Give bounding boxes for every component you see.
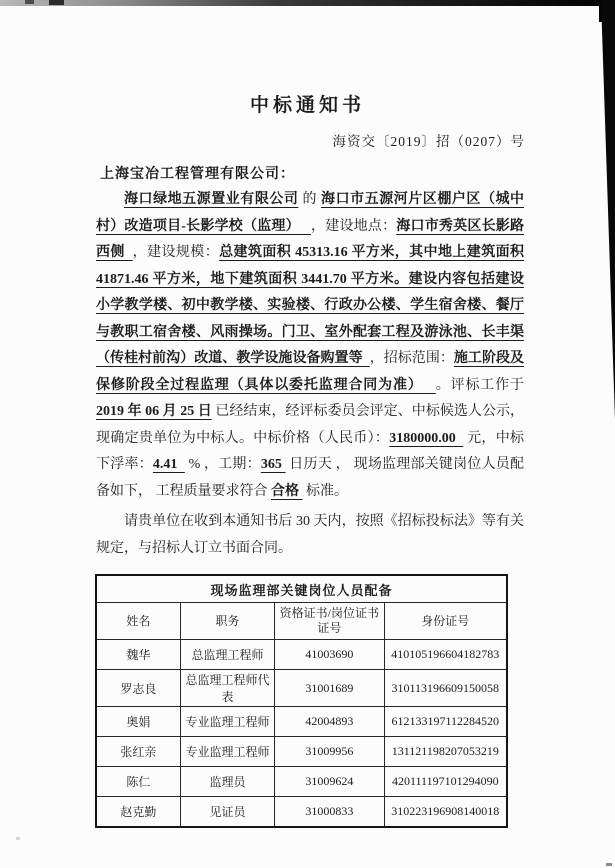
- scan-artifact-dash: [49, 0, 64, 5]
- filled-blank-text: 4.41: [152, 457, 185, 472]
- body-paragraph-2: 请贵单位在收到本通知书后 30 天内，按照《招标投标法》等有关规定，与招标人订立书面合同。: [96, 514, 524, 556]
- name-cell: 奥娟: [96, 707, 180, 737]
- name-cell: 赵克勤: [96, 797, 180, 828]
- body-text: 标准。: [302, 483, 348, 499]
- id-no-cell: 410105196604182783: [384, 640, 507, 670]
- body-text: 的: [298, 192, 322, 207]
- title-cell: 总监理工程师代表: [180, 670, 274, 707]
- column-header-cert-no: 资格证书/岗位证书证号: [275, 603, 384, 640]
- filled-blank-text: 施工阶段及保修阶段全过程监理（具体以委托监理合同为准）: [96, 351, 525, 393]
- scan-artifact-dash: [25, 0, 34, 4]
- cert-no-cell: 31009956: [275, 737, 384, 767]
- filled-blank-text: 合格: [271, 483, 303, 499]
- body-text: ，招标范围：: [369, 351, 454, 366]
- title-cell: 专业监理工程师: [180, 737, 274, 767]
- name-cell: 张红亲: [96, 737, 180, 767]
- title-cell: 监理员: [180, 767, 274, 797]
- table-title: 现场监理部关键岗位人员配备: [96, 575, 507, 603]
- scan-artifact-speck: [16, 837, 20, 840]
- filled-blank-text: 2019 年 06 月 25 日: [96, 404, 212, 419]
- cert-no-cell: 41003690: [275, 640, 384, 670]
- table-row: [96, 670, 507, 707]
- cert-no-cell: 31009624: [275, 767, 384, 797]
- name-cell: 罗志良: [96, 670, 180, 707]
- name-cell: 魏华: [96, 640, 180, 670]
- id-no-cell: 310113196609150058: [384, 670, 507, 707]
- personnel-table-body: [96, 640, 507, 828]
- filled-blank-text: 海口市秀英区长影路西侧: [96, 218, 525, 260]
- body-text: 。评标工作于: [435, 377, 524, 393]
- body-text: 已经结束，经评标委员会评定、中标候选人公示，现确定贵单位为中标人。中标价格（人民币）：: [96, 404, 525, 446]
- scan-artifact-speck: [606, 863, 612, 866]
- table-title-row: [96, 575, 507, 603]
- filled-blank-text: 365: [260, 457, 286, 472]
- document-body: [96, 187, 524, 562]
- recipient-line: 上海宝冶工程管理有限公司：: [100, 167, 295, 182]
- title-cell: 专业监理工程师: [180, 707, 274, 737]
- name-cell: 陈仁: [96, 767, 180, 797]
- cert-no-cell: 31001689: [275, 670, 384, 707]
- table-row: [96, 737, 507, 767]
- column-header-title: 职务: [180, 603, 274, 640]
- body-paragraph-1: [96, 187, 524, 505]
- body-text: ，建设规模：: [132, 245, 220, 260]
- scan-artifact-right-edge: [601, 0, 615, 420]
- body-text: 元，中标下浮率：: [96, 430, 525, 472]
- filled-blank-text: 总建筑面积 45313.16 平方米，其中地上建筑面积 41871.46 平方米，地下建筑面积 3441.70 平方米。建设内容包括建设小学教学楼、初中教学楼、实验楼、行政办公楼、学生宿舍楼、餐厅与教职工宿舍楼、风雨操场。门卫、室外配套工程及游泳池、长丰渠（传桂村前沟）改道、教学设施设备购置等: [96, 245, 525, 366]
- id-no-cell: 310223196908140018: [384, 797, 507, 828]
- table-header-row: [96, 603, 507, 640]
- id-no-cell: 612133197112284520: [384, 707, 507, 737]
- column-header-name: 姓名: [96, 603, 180, 640]
- cert-no-cell: 31000833: [275, 797, 384, 828]
- personnel-table: [95, 574, 508, 828]
- title-cell: 见证员: [180, 797, 274, 828]
- title-cell: 总监理工程师: [180, 640, 274, 670]
- cert-no-cell: 42004893: [275, 707, 384, 737]
- scan-artifact-top-edge: [0, 0, 615, 6]
- table-row: [96, 767, 507, 797]
- filled-blank-text: 3180000.00: [389, 430, 464, 446]
- id-no-cell: 131121198207053219: [384, 737, 507, 767]
- body-text: % ，工期：: [184, 457, 261, 472]
- filled-blank-text: 海口市五源河片区棚户区（城中村）改造项目-长影学校（监理）: [96, 192, 525, 234]
- body-text: 日历天 ， 现场监理部关键岗位人员配备如下， 工程质量要求符合: [96, 457, 525, 499]
- table-row: [96, 707, 507, 737]
- body-text: ，建设地点：: [311, 218, 397, 234]
- table-row: [96, 797, 507, 828]
- document-reference-number: 海资交〔2019〕招（0207）号: [332, 134, 525, 149]
- table-row: [96, 640, 507, 670]
- column-header-id-no: 身份证号: [384, 603, 507, 640]
- filled-blank-text: 海口绿地五源置业有限公司: [124, 192, 299, 207]
- id-no-cell: 420111197101294090: [384, 767, 507, 797]
- page-title: 中标通知书: [249, 95, 365, 116]
